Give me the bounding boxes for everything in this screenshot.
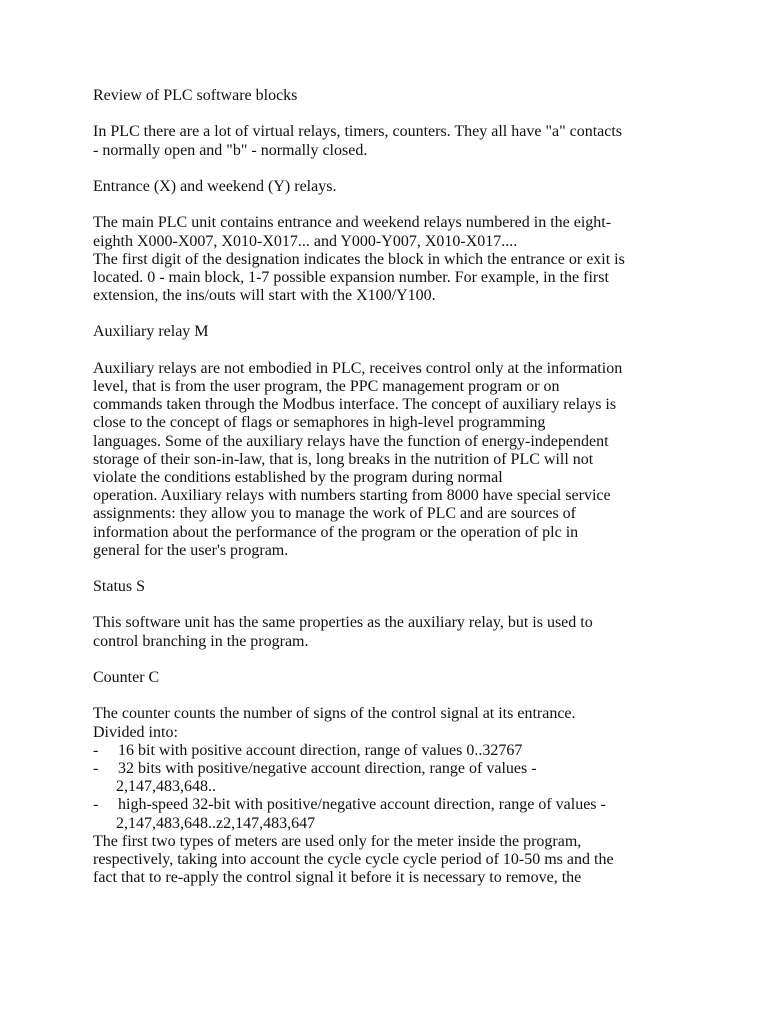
paragraph-line: operation. Auxiliary relays with numbers starting from 8000 have special service [93, 487, 611, 505]
section-heading-status: Status S [93, 578, 146, 596]
paragraph-line: assignments: they allow you to manage the work of PLC and are sources of [93, 505, 576, 523]
list-item-continuation: 2,147,483,648.. [116, 778, 216, 796]
counter-paragraph [93, 705, 683, 741]
paragraph-line: The first two types of meters are used only for the meter inside the program, [93, 832, 582, 850]
list-item-text: 16 bit with positive account direction, range of values 0..32767 [118, 741, 523, 759]
intro-paragraph [93, 123, 683, 159]
paragraph-line: storage of their son-in-law, that is, long breaks in the nutrition of PLC will not [93, 450, 594, 468]
paragraph-line: general for the user's program. [93, 541, 289, 559]
document-title: Review of PLC software blocks [93, 87, 298, 104]
paragraph-line: located. 0 - main block, 1-7 possible expansion number. For example, in the first [93, 268, 609, 286]
auxiliary-relay-paragraph [93, 360, 683, 560]
paragraph-line: violate the conditions established by the program during normal [93, 468, 503, 486]
document-body [93, 87, 683, 887]
section-heading-auxiliary-relay: Auxiliary relay M [93, 323, 209, 341]
list-item-text: 32 bits with positive/negative account direction, range of values - [118, 759, 537, 777]
list-bullet: - [93, 741, 99, 759]
paragraph-line: control branching in the program. [93, 632, 309, 650]
paragraph-line: languages. Some of the auxiliary relays have the function of energy-independent [93, 432, 609, 450]
paragraph-line: Divided into: [93, 723, 178, 741]
paragraph-line: fact that to re-apply the control signal it before it is necessary to remove, the [93, 869, 582, 887]
paragraph-line: close to the concept of flags or semaphores in high-level programming [93, 414, 546, 432]
list-bullet: - [93, 759, 99, 777]
paragraph-line: The main PLC unit contains entrance and weekend relays numbered in the eight- [93, 214, 612, 232]
list-item [93, 796, 683, 832]
paragraph-line: The first digit of the designation indicates the block in which the entrance or exit is [93, 250, 625, 268]
paragraph-line: This software unit has the same properties as the auxiliary relay, but is used to [93, 614, 593, 632]
list-bullet: - [93, 796, 99, 814]
paragraph-line: commands taken through the Modbus interface. The concept of auxiliary relays is [93, 396, 617, 414]
paragraph-line: extension, the ins/outs will start with the X100/Y100. [93, 287, 436, 305]
status-paragraph [93, 614, 683, 650]
paragraph-line: respectively, taking into account the cycle cycle cycle period of 10-50 ms and the [93, 850, 614, 868]
list-item [93, 742, 683, 760]
counter-type-list [93, 742, 683, 833]
section-heading-counter: Counter C [93, 669, 160, 686]
paragraph-line: Auxiliary relays are not embodied in PLC, receives control only at the information [93, 359, 623, 377]
paragraph-line: level, that is from the user program, the PPC management program or on [93, 378, 560, 395]
paragraph-line: information about the performance of the program or the operation of plc in [93, 523, 579, 541]
counter-after-paragraph [93, 833, 683, 888]
list-item-continuation: 2,147,483,648..z2,147,483,647 [116, 814, 316, 832]
xy-relays-paragraph [93, 214, 683, 305]
section-heading-xy-relays: Entrance (X) and weekend (Y) relays. [93, 177, 337, 195]
list-item [93, 760, 683, 796]
paragraph-line: eighth X000-X007, X010-X017... and Y000-Y007, X010-X017.... [93, 232, 518, 250]
list-item-text: high-speed 32-bit with positive/negative account direction, range of values - [118, 796, 606, 814]
paragraph-line: The counter counts the number of signs of the control signal at its entrance. [93, 705, 576, 723]
paragraph-line: In PLC there are a lot of virtual relays, timers, counters. They all have "a" contacts [93, 123, 623, 141]
paragraph-line: - normally open and "b" - normally closed. [93, 141, 368, 159]
